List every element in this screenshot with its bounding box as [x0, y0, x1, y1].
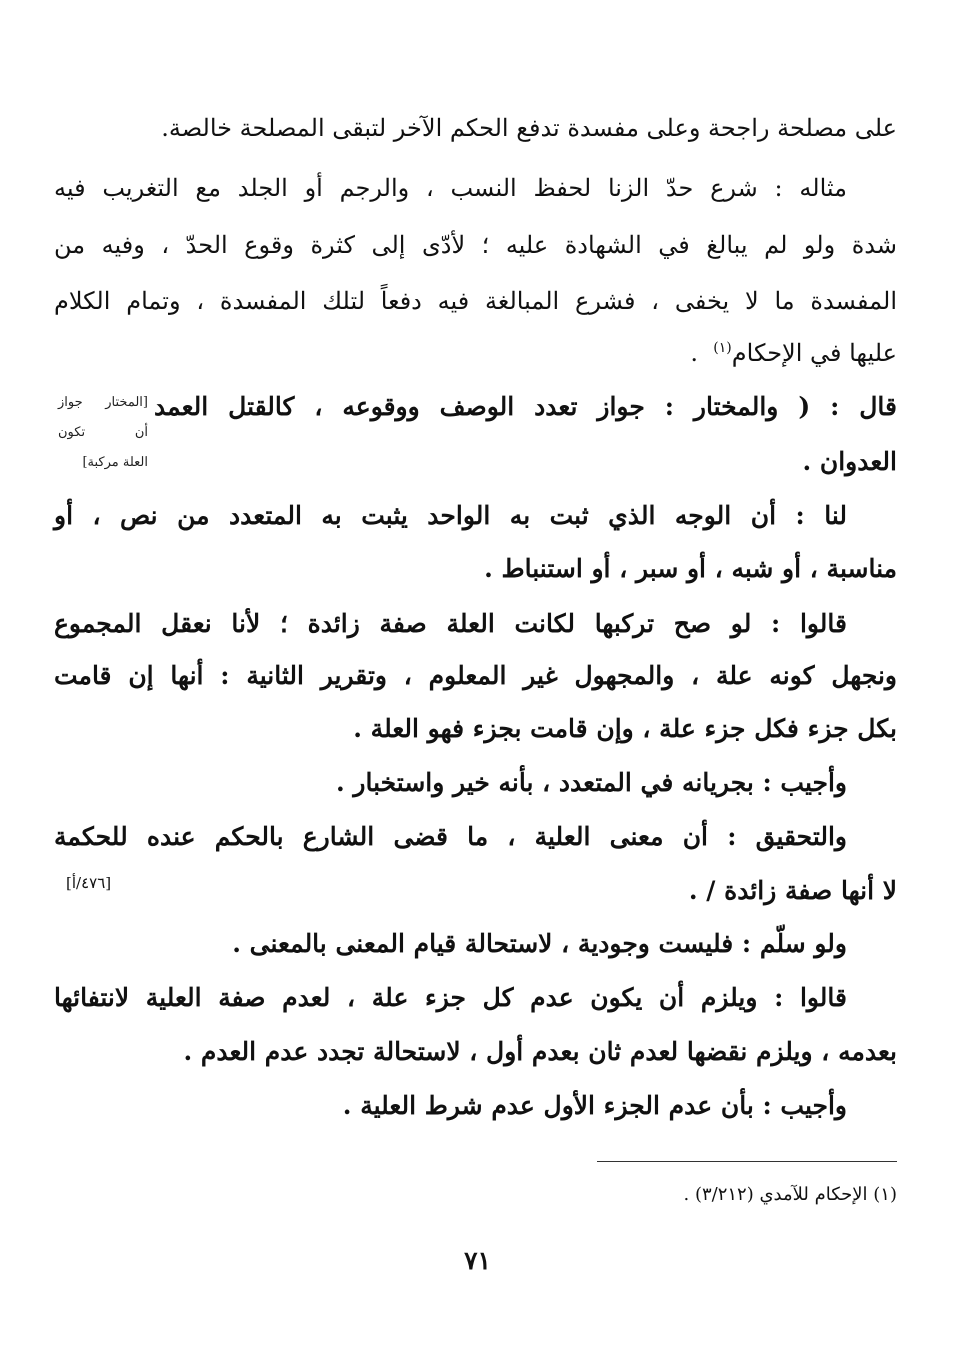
footnote-divider: [597, 1161, 897, 1162]
text-line-18: بعدمه ، ويلزم نقضها لعدم ثان بعدم أول ، لاستحالة تجدد عدم العدم .: [183, 1037, 897, 1066]
text-line-13: وأجيب : بجريانه في المتعدد ، بأنه خير واستخبار .: [336, 768, 847, 797]
text-line-16: ولو سلّم : فليست وجودية ، لاستحالة قيام المعنى بالمعنى .: [232, 929, 847, 958]
text-line-11: ونجهل كونه علة ، والمجهول غير المعلوم ، وتقرير الثانية : أنها إن قامت: [54, 661, 897, 690]
text-line-12: بكل جزء فكل جزء علة ، وإن قامت بجزء فهو العلة .: [353, 714, 897, 743]
text-line-9: مناسبة ، أو شبه ، أو سبر ، أو استنباط .: [484, 554, 897, 583]
text-line-15: لا أنها صفة زائدة / .: [688, 876, 897, 905]
text-line-10: قالوا : لو صح تركبها لكانت العلة صفة زائدة ؛ لأنا نعقل المجموع: [54, 609, 847, 638]
footnote: (١) الإحكام للآمدي (٣/٢١٢) .: [683, 1184, 897, 1205]
margin-note-line-2: أن تكون: [58, 425, 148, 440]
text-line-3: شدة ولو لم يبالغ في الشهادة عليه ؛ لأدّى إلى كثرة وقوع الحدّ ، وفيه من: [54, 231, 897, 259]
page-number: ٧١: [464, 1246, 491, 1275]
text-line-5-body: عليها في الإحكام: [731, 339, 897, 367]
text-line-1: على مصلحة راجحة وعلى مفسدة تدفع الحكم الآخر لتبقى المصلحة خالصة.: [161, 114, 897, 142]
manuscript-folio-marker: [٤٧٦/أ]: [66, 874, 112, 892]
text-line-17: قالوا : ويلزم أن يكون عدم كل جزء علة ، لعدم صفة العلية لانتفائها: [54, 983, 847, 1012]
text-line-6: قال : ( والمختار : جواز تعدد الوصف ووقوعه ، كالقتل العمد: [154, 392, 897, 421]
text-line-5: [54, 340, 897, 366]
margin-note-line-3: العلة مركبة]: [82, 455, 148, 470]
text-line-19: وأجيب : بأن عدم الجزء الأول عدم شرط العلية .: [342, 1091, 847, 1120]
text-line-14: والتحقيق : أن معنى العلية ، ما قضى الشارع بالحكم عنده للحكمة: [54, 822, 847, 851]
text-line-8: لنا : أن الوجه الذي ثبت به الواحد يثبت به المتعدد من نص ، أو: [54, 501, 847, 530]
footnote-reference: (١): [713, 340, 732, 356]
margin-note-line-1: [المختار جواز: [58, 395, 148, 410]
text-line-4: المفسدة ما لا يخفى ، فشرع المبالغة فيه دفعاً لتلك المفسدة ، وتمام الكلام: [54, 287, 897, 315]
text-line-7: العدوان .: [802, 447, 897, 476]
text-line-2: مثاله : شرع حدّ الزنا لحفظ النسب ، والرجم أو الجلد مع التغريب فيه: [54, 174, 847, 202]
text-line-5-end: .: [690, 339, 699, 367]
